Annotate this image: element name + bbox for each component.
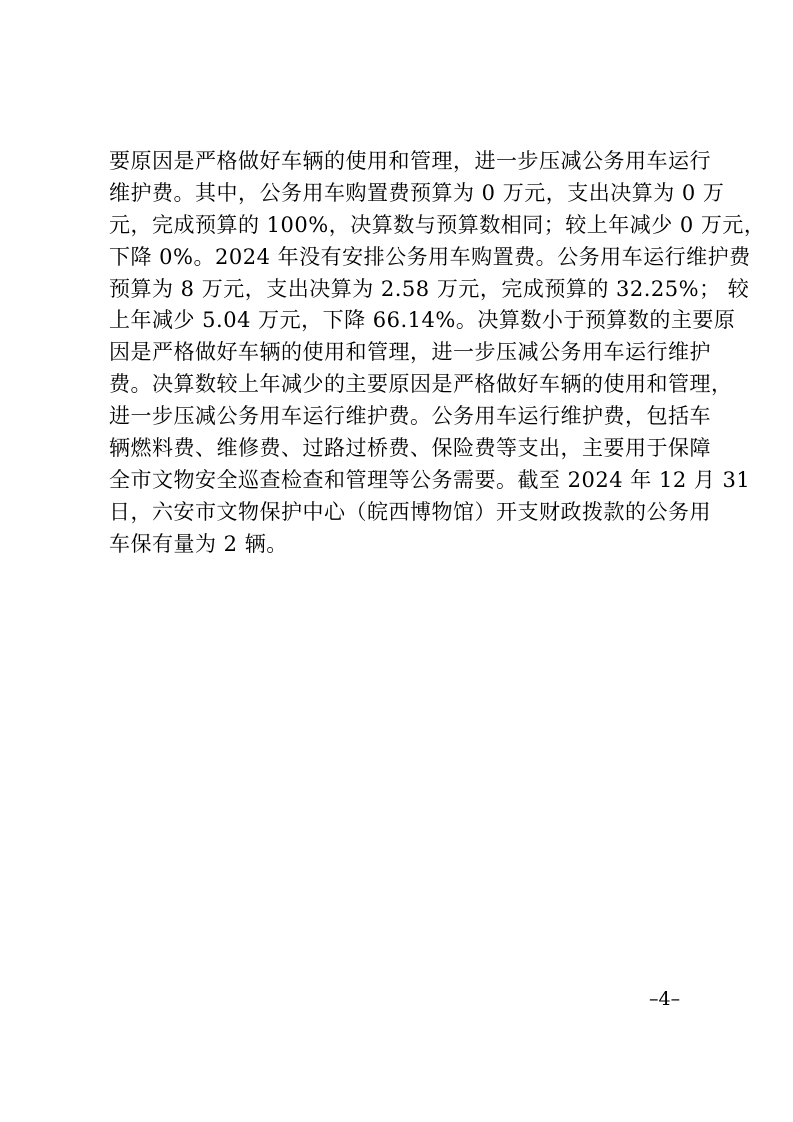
text-line-3: 元，完成预算的 100%，决算数与预算数相同；较上年减少 0 万元，: [109, 212, 766, 237]
text-line-5: 预算为 8 万元，支出决算为 2.58 万元，完成预算的 32.25%； 较: [109, 276, 750, 301]
page-number: –4–: [649, 988, 681, 1010]
text-line-1: 要原因是严格做好车辆的使用和管理，进一步压减公务用车运行: [109, 149, 711, 173]
text-line-11: 全市文物安全巡查检查和管理等公务需要。截至 2024 年 12 月 31: [109, 467, 751, 492]
text-line-13: 车保有量为 2 辆。: [109, 531, 288, 556]
text-line-4: 下降 0%。2024 年没有安排公务用车购置费。公务用车运行维护费: [109, 244, 751, 269]
text-line-6: 上年减少 5.04 万元，下降 66.14%。决算数小于预算数的主要原: [109, 308, 736, 333]
body-paragraph: [109, 146, 766, 561]
text-line-9: 进一步压减公务用车运行维护费。公务用车运行维护费，包括车: [109, 404, 711, 429]
text-line-10: 辆燃料费、维修费、过路过桥费、保险费等支出，主要用于保障: [109, 436, 711, 461]
text-line-8: 费。决算数较上年减少的主要原因是严格做好车辆的使用和管理，: [109, 372, 733, 397]
text-line-12: 日，六安市文物保护中心（皖西博物馆）开支财政拨款的公务用: [109, 499, 711, 524]
text-line-7: 因是严格做好车辆的使用和管理，进一步压减公务用车运行维护: [109, 340, 711, 365]
text-line-2: 维护费。其中，公务用车购置费预算为 0 万元，支出决算为 0 万: [109, 180, 725, 205]
